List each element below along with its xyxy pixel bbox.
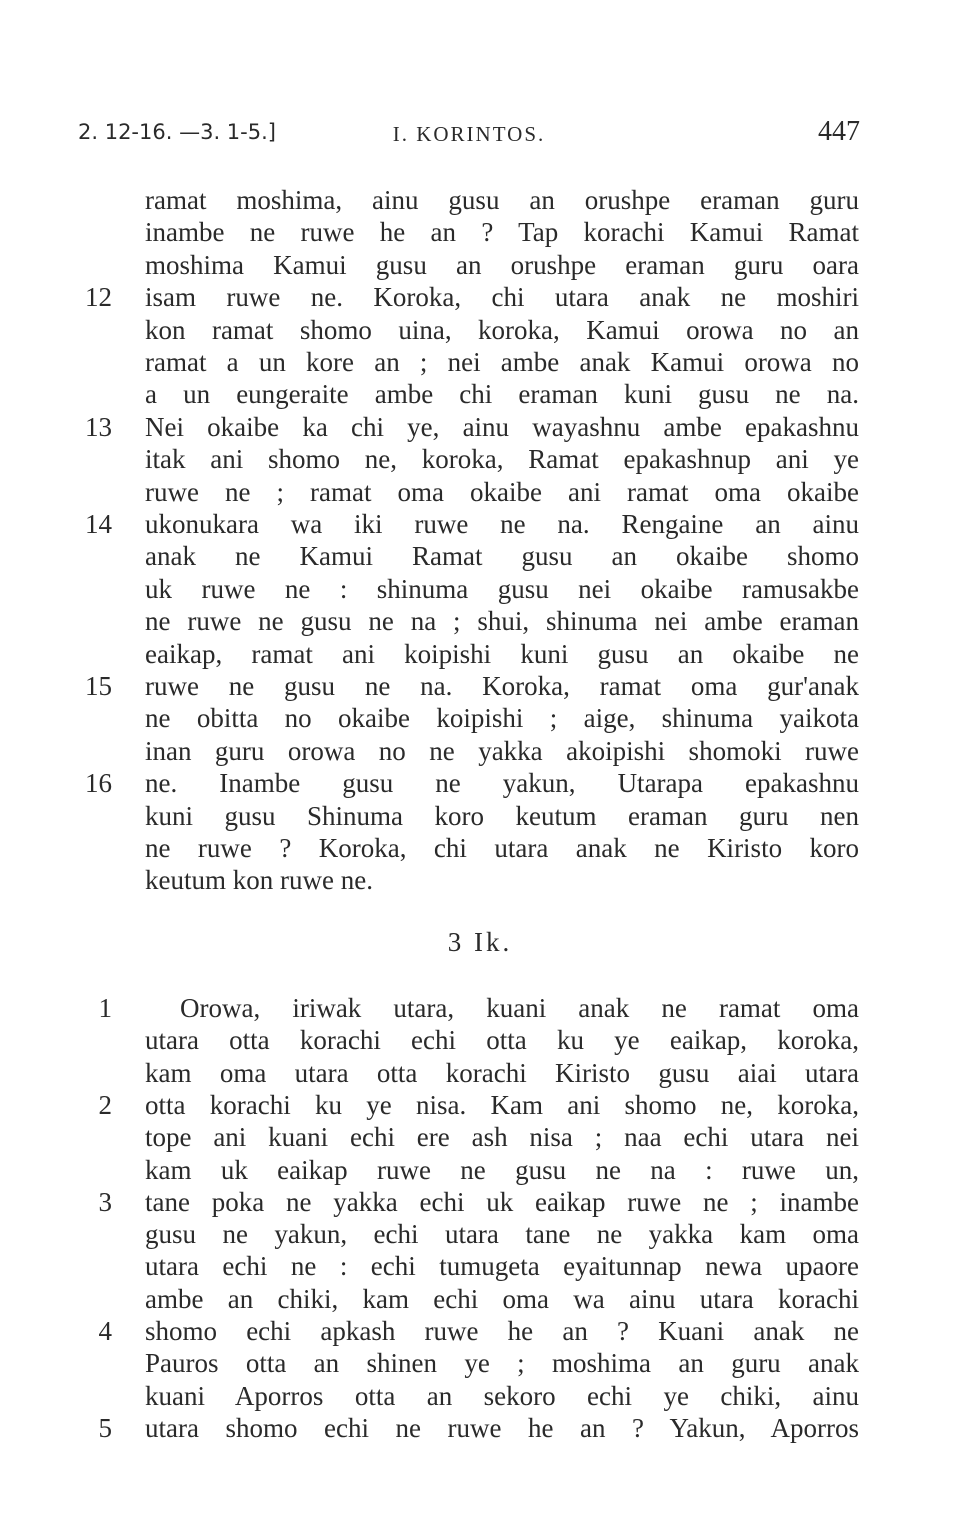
text-line: ne. Inambe gusu ne yakun, Utarapa epakashnu — [145, 768, 859, 799]
verse-number: 14 — [85, 509, 112, 539]
verse-number: 13 — [85, 411, 112, 442]
text-line: inan guru orowa no ne yakka akoipishi shomoki ruwe — [145, 735, 859, 766]
verse-number: 2 — [98, 1089, 112, 1120]
text-line: Orowa, iriwak utara, kuani anak ne ramat oma — [180, 993, 859, 1023]
verse-number: 5 — [98, 1412, 112, 1443]
text-line: ramat moshima, ainu gusu an orushpe eraman guru — [145, 185, 859, 215]
text-line: ramat a un kore an ; nei ambe anak Kamui orowa no — [145, 347, 859, 377]
text-line: ruwe ne ; ramat oma okaibe ani ramat oma okaibe — [145, 476, 859, 507]
text-line: ne obitta no okaibe koipishi ; aige, shinuma yaikota — [145, 703, 859, 734]
book-title: I. KORINTOS. — [392, 122, 546, 146]
text-line: ukonukara wa iki ruwe ne na. Rengaine an ainu — [145, 509, 859, 539]
text-line: utara shomo echi ne ruwe he an ? Yakun, Aporros — [145, 1412, 859, 1443]
text-line: a un eungeraite ambe chi eraman kuni gusu ne na. — [145, 379, 859, 410]
text-line: ne ruwe ne gusu ne na ; shui, shinuma nei ambe eraman — [145, 606, 859, 637]
text-line: kon ramat shomo uina, koroka, Kamui orowa no an — [145, 314, 859, 345]
text-line: kuani Aporros otta an sekoro echi ye chiki, ainu — [145, 1380, 859, 1411]
text-line: keutum kon ruwe ne. — [145, 865, 373, 896]
page-number: 447 — [818, 116, 860, 147]
text-line: tane poka ne yakka echi uk eaikap ruwe ne ; inambe — [145, 1186, 859, 1217]
verse-number: 15 — [85, 671, 112, 701]
chapter-heading: 3 Ik. — [447, 927, 513, 957]
verse-number: 1 — [98, 993, 112, 1023]
text-line: shomo echi apkash ruwe he an ? Kuani anak ne — [145, 1316, 859, 1346]
text-line: uk ruwe ne : shinuma gusu nei okaibe ramusakbe — [145, 573, 859, 604]
text-line: kuni gusu Shinuma koro keutum eraman guru nen — [145, 800, 859, 831]
text-line: inambe ne ruwe he an ? Tap korachi Kamui Ramat — [145, 217, 859, 248]
text-line: ne ruwe ? Koroka, chi utara anak ne Kiristo koro — [145, 833, 859, 863]
running-header — [78, 112, 860, 152]
text-line: eaikap, ramat ani koipishi kuni gusu an okaibe ne — [145, 638, 859, 669]
text-line: itak ani shomo ne, koroka, Ramat epakashnup ani ye — [145, 444, 859, 475]
text-line: tope ani kuani echi ere ash nisa ; naa echi utara nei — [145, 1122, 859, 1153]
text-line: moshima Kamui gusu an orushpe eraman guru oara — [145, 249, 859, 280]
text-line: ambe an chiki, kam echi oma wa ainu utara korachi — [145, 1283, 859, 1314]
text-line: Nei okaibe ka chi ye, ainu wayashnu ambe epakashnu — [145, 411, 859, 442]
text-line: ruwe ne gusu ne na. Koroka, ramat oma gur'anak — [145, 671, 859, 701]
verse-reference: 2. 12-16. —3. 1-5.] — [78, 120, 276, 144]
text-line: gusu ne yakun, echi utara tane ne yakka kam oma — [145, 1219, 859, 1250]
verse-number: 12 — [85, 282, 112, 313]
text-line: kam oma utara otta korachi Kiristo gusu aiai utara — [145, 1057, 859, 1088]
text-line: utara otta korachi echi otta ku ye eaikap, koroka, — [145, 1025, 859, 1056]
verse-number: 3 — [98, 1186, 112, 1217]
text-line: utara echi ne : echi tumugeta eyaitunnap newa upaore — [145, 1251, 859, 1282]
text-line: Pauros otta an shinen ye ; moshima an guru anak — [145, 1348, 859, 1379]
text-line: kam uk eaikap ruwe ne gusu ne na : ruwe un, — [145, 1154, 859, 1185]
verse-number: 4 — [98, 1316, 112, 1346]
text-line: anak ne Kamui Ramat gusu an okaibe shomo — [145, 541, 859, 572]
text-line: otta korachi ku ye nisa. Kam ani shomo ne, koroka, — [145, 1089, 859, 1120]
text-line: isam ruwe ne. Koroka, chi utara anak ne moshiri — [145, 282, 859, 313]
verse-number: 16 — [85, 768, 112, 799]
